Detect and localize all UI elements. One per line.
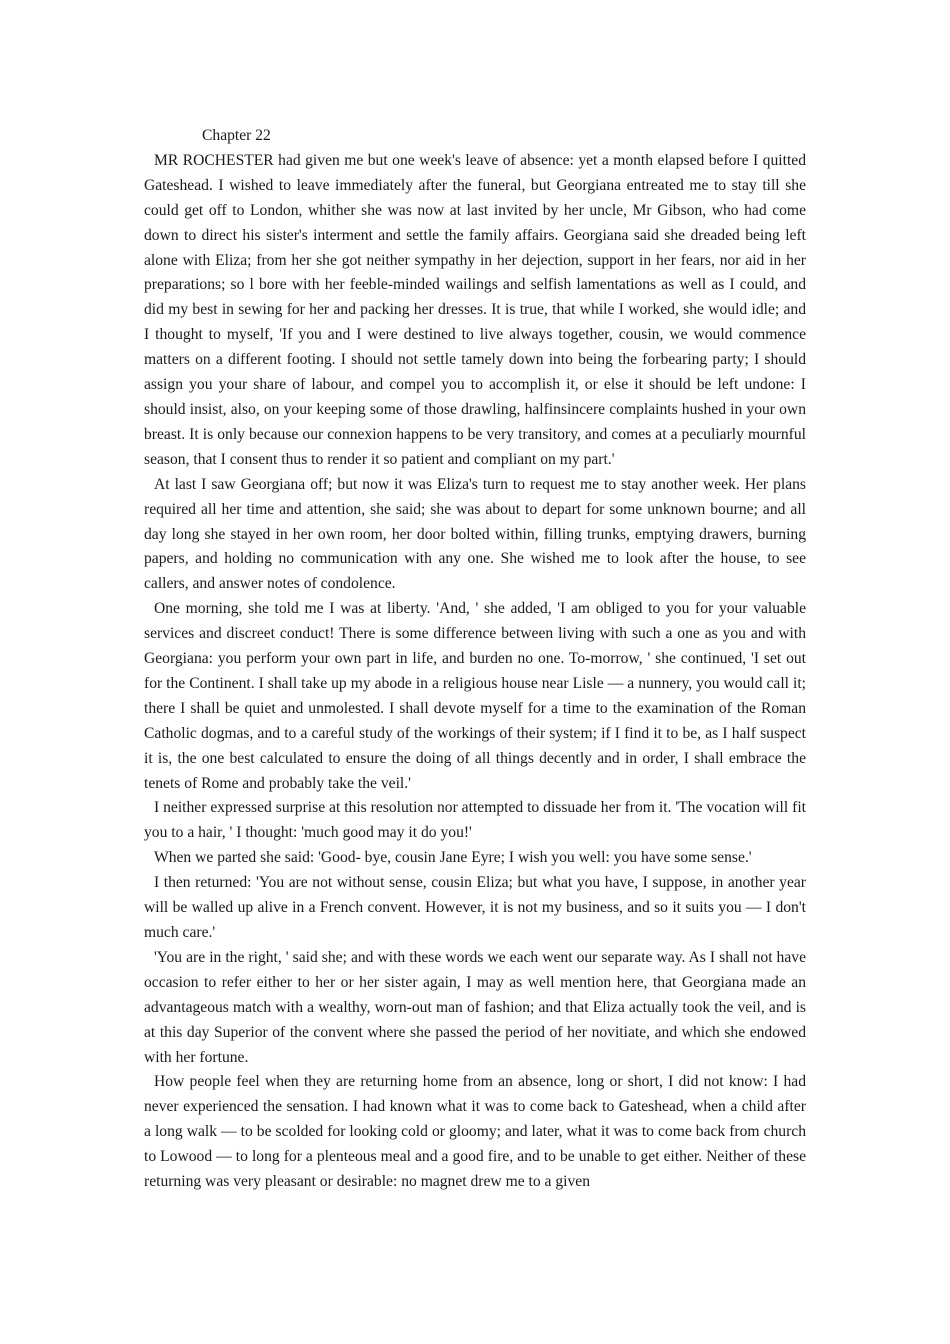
chapter-heading: Chapter 22 [202,127,271,144]
paragraph: At last I saw Georgiana off; but now it was Eliza's turn to request me to stay another week. Her plans required all her time and attention, she said; she was about to depart for some unknown bourne; and all day long she stayed in her own room, her door bolted within, filling trunks, emptying drawers, burning papers, and holding no communication with any one. She wished me to look after the house, to see callers, and answer notes of condolence. [144,475,806,593]
paragraph: One morning, she told me I was at liberty. 'And, ' she added, 'I am obliged to you for your valuable services and discreet conduct! There is some difference between living with such a one as you and with Georgiana: you perform your own part in life, and burden no one. To-morrow, ' she continued, 'I set out for the Continent. I shall take up my abode in a religious house near Lisle — a nunnery, you would call it; there I shall be quiet and unmolested. I shall devote myself for a time to the examination of the Roman Catholic dogmas, and to a careful study of the workings of their system; if I find it to be, as I half suspect it is, the one best calculated to ensure the doing of all things decently and in order, I shall embrace the tenets of Rome and probably take the veil.' [144,600,806,792]
paragraph: I neither expressed surprise at this resolution nor attempted to dissuade her from it. 'The vocation will fit you to a hair, ' I thought: 'much good may it do you!' [144,799,806,842]
paragraph: I then returned: 'You are not without sense, cousin Eliza; but what you have, I suppose, in another year will be walled up alive in a French convent. However, it is not my business, and so it suits you — I don't much care.' [144,874,806,941]
paragraph: 'You are in the right, ' said she; and with these words we each went our separate way. As I shall not have occasion to refer either to her or her sister again, I may as well mention here, that Georgiana made an advantageous match with a wealthy, worn-out man of fashion; and that Eliza actually took the veil, and is at this day Superior of the convent where she passed the period of her novitiate, and which she endowed with her fortune. [144,948,806,1066]
paragraph: How people feel when they are returning home from an absence, long or short, I did not know: I had never experienced the sensation. I had known what it was to come back to Gateshead, when a child after a long walk — to be scolded for looking cold or gloomy; and later, what it was to come back from church to Lowood — to long for a plenteous meal and a good fire, and to be unable to get either. Neither of these returning was very pleasant or desirable: no magnet drew me to a given [144,1073,806,1191]
paragraph: When we parted she said: 'Good- bye, cousin Jane Eyre; I wish you well: you have some sense.' [154,849,752,867]
body-text [144,124,806,1195]
paragraph: MR ROCHESTER had given me but one week's leave of absence: yet a month elapsed before I quitted Gateshead. I wished to leave immediately after the funeral, but Georgiana entreated me to stay till she could get off to London, whither she was now at last invited by her uncle, Mr Gibson, who had come down to direct his sister's interment and settle the family affairs. Georgiana said she dreaded being left alone with Eliza; from her she got neither sympathy in her dejection, support in her fears, nor aid in her preparations; so l bore with her feeble-minded wailings and selfish lamentations as well as I could, and did my best in sewing for her and packing her dresses. It is true, that while I worked, she would idle; and I thought to myself, 'If you and I were destined to live always together, cousin, we would commence matters on a different footing. I should not settle tamely down into being the forbearing party; I should assign you your share of labour, and compel you to accomplish it, or else it should be left undone: I should insist, also, on your keeping some of those drawling, halfinsincere complaints hushed in your own breast. It is only because our connexion happens to be very transitory, and comes at a peculiarly mournful season, that I consent thus to render it so patient and compliant on my part.' [144,151,806,468]
